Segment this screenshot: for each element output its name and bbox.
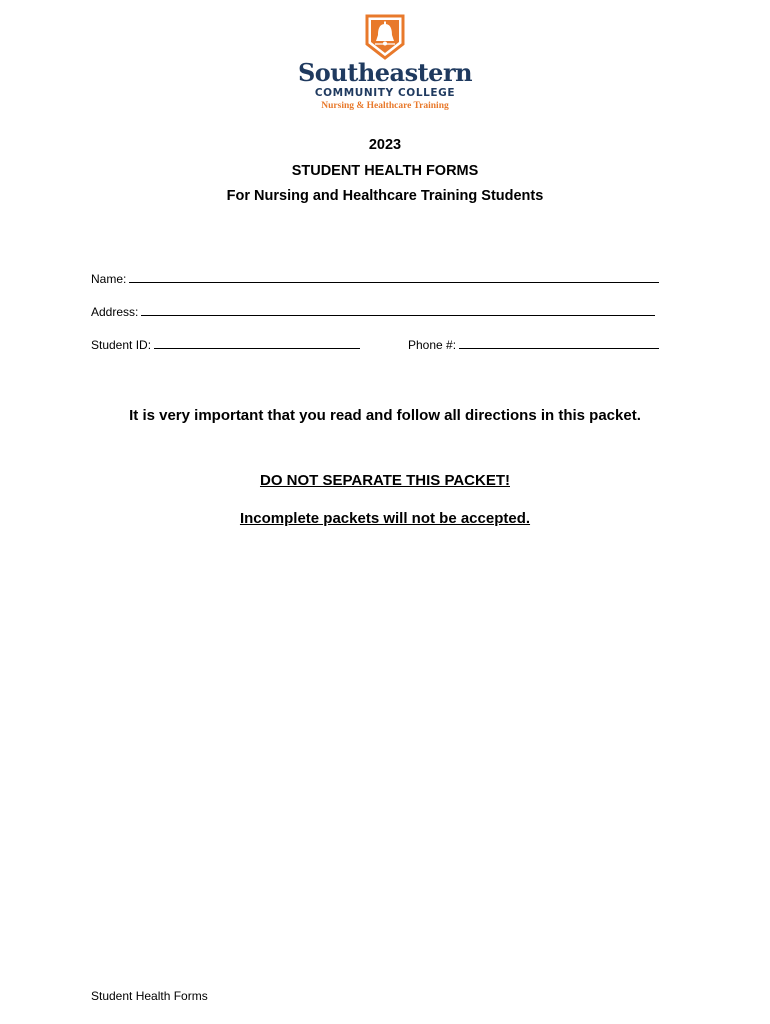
address-label: Address: — [91, 305, 139, 319]
phone-blank-line[interactable] — [459, 336, 659, 349]
logo-tagline: Nursing & Healthcare Training — [321, 101, 449, 111]
name-field[interactable] — [91, 270, 659, 286]
document-title: STUDENT HEALTH FORMS — [291, 163, 479, 179]
do-not-separate-warning: DO NOT SEPARATE THIS PACKET! — [259, 472, 510, 489]
incomplete-packets-warning: Incomplete packets will not be accepted. — [239, 510, 531, 527]
student-id-blank-line[interactable] — [154, 336, 360, 349]
student-id-field[interactable] — [91, 336, 360, 352]
page-footer: Student Health Forms — [91, 989, 208, 1003]
name-label: Name: — [91, 272, 127, 286]
logo-subtitle: COMMUNITY COLLEGE — [314, 87, 456, 99]
important-notice: It is very important that you read and follow all directions in this packet. — [129, 407, 641, 424]
document-year: 2023 — [368, 137, 402, 153]
phone-field[interactable] — [408, 336, 659, 352]
name-blank-line[interactable] — [129, 270, 659, 283]
logo-wordmark: Southeastern — [297, 58, 473, 87]
college-logo — [0, 14, 770, 112]
address-field[interactable] — [91, 303, 655, 319]
phone-label: Phone #: — [408, 338, 457, 352]
document-subtitle: For Nursing and Healthcare Training Students — [226, 188, 544, 204]
bell-shield-icon — [364, 14, 406, 60]
student-id-label: Student ID: — [91, 338, 152, 352]
address-blank-line[interactable] — [141, 303, 655, 316]
